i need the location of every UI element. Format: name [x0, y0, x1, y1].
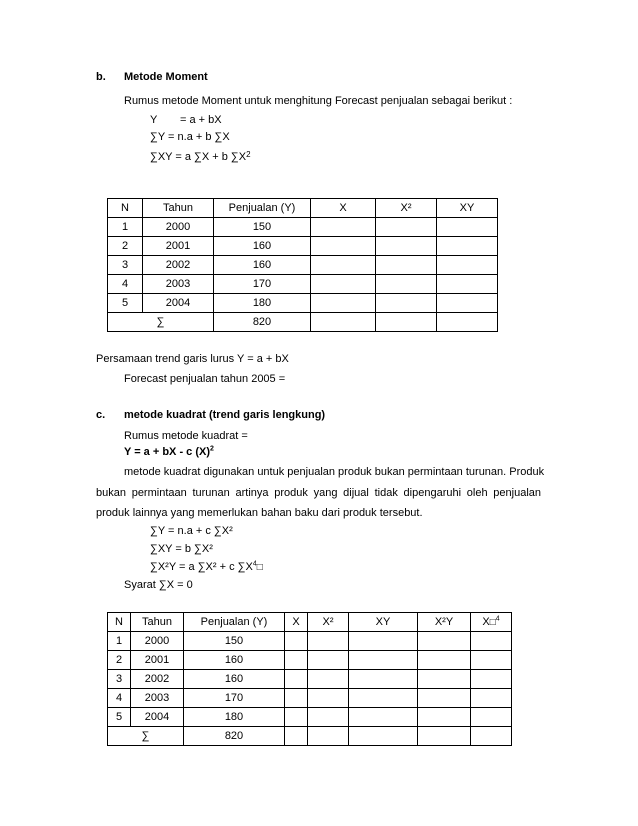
table-cell: 2002	[131, 670, 184, 689]
table-cell	[471, 689, 512, 708]
table-row	[108, 218, 498, 237]
section-b-letter: b.	[96, 71, 106, 83]
table-cell	[418, 727, 471, 746]
section-c-title: metode kuadrat (trend garis lengkung)	[124, 409, 326, 421]
table-cell: 5	[108, 708, 131, 727]
table-row	[108, 651, 512, 670]
trend-equation: Persamaan trend garis lurus Y = a + bX	[96, 353, 289, 365]
table-row	[108, 237, 498, 256]
table-cell	[308, 670, 349, 689]
table-cell	[418, 632, 471, 651]
box-glyph-icon: □	[489, 617, 496, 628]
table-cell	[311, 275, 376, 294]
table-cell	[471, 670, 512, 689]
table-row	[108, 632, 512, 651]
table-cell: 3	[108, 670, 131, 689]
table-cell	[285, 708, 308, 727]
table-row	[108, 708, 512, 727]
table-cell	[349, 651, 418, 670]
kuadrat-table-sum-row	[108, 727, 512, 746]
syarat-line: Syarat ∑X = 0	[124, 579, 193, 591]
table-cell	[308, 727, 349, 746]
table-cell	[311, 256, 376, 275]
kuadrat-header-n: N	[108, 613, 131, 632]
table-cell	[376, 294, 437, 313]
table-cell	[471, 632, 512, 651]
paragraph-line-1: metode kuadrat digunakan untuk penjualan produk bukan permintaan turunan. Produk	[124, 466, 545, 478]
section-b-eq1-left: Y	[150, 114, 158, 126]
box-glyph-icon: □	[256, 562, 263, 573]
table-cell: 1	[108, 632, 131, 651]
table-cell	[311, 237, 376, 256]
section-c-eq1: ∑Y = n.a + c ∑X²	[150, 525, 233, 537]
table-cell: 170	[214, 275, 311, 294]
table-cell	[285, 727, 308, 746]
table-cell: 160	[214, 256, 311, 275]
table-cell: 160	[214, 237, 311, 256]
table-cell	[376, 275, 437, 294]
table-cell	[376, 218, 437, 237]
section-b-eq1-right: = a + bX	[180, 114, 222, 126]
table-cell	[471, 727, 512, 746]
section-b-intro: Rumus metode Moment untuk menghitung Forecast penjualan sebagai berikut :	[124, 95, 513, 107]
kuadrat-header-x4	[471, 613, 512, 632]
table-cell	[349, 727, 418, 746]
kuadrat-table-header-row	[108, 613, 512, 632]
table-cell	[437, 218, 498, 237]
table-cell	[311, 294, 376, 313]
table-cell	[308, 651, 349, 670]
table-cell	[418, 670, 471, 689]
table-row	[108, 294, 498, 313]
kuadrat-header-x2y: X²Y	[418, 613, 471, 632]
moment-table-sum-row	[108, 313, 498, 332]
table-cell	[471, 708, 512, 727]
table-cell: 2	[108, 651, 131, 670]
table-cell	[376, 313, 437, 332]
section-c-formula-text: Y = a + bX - c (X)	[124, 446, 210, 458]
section-c-formula-sup: 2	[210, 445, 214, 453]
section-c-intro: Rumus metode kuadrat =	[124, 430, 248, 442]
table-cell	[418, 651, 471, 670]
table-cell	[349, 670, 418, 689]
table-cell: 5	[108, 294, 143, 313]
moment-table	[107, 198, 498, 332]
table-cell: 3	[108, 256, 143, 275]
kuadrat-header-xy: XY	[349, 613, 418, 632]
table-cell: 150	[184, 632, 285, 651]
section-c-eq3-sup: 4	[252, 560, 257, 568]
table-cell	[437, 256, 498, 275]
section-c-eq2: ∑XY = b ∑X²	[150, 543, 213, 555]
section-b-eq3-text: ∑XY = a ∑X + b ∑X	[150, 151, 247, 163]
sum-symbol: ∑	[108, 727, 184, 746]
table-cell	[437, 275, 498, 294]
paragraph-line-2: bukan permintaan turunan artinya produk yang dijual tidak dipengaruhi oleh penjualan	[96, 487, 541, 499]
table-cell	[418, 708, 471, 727]
section-b-eq3	[150, 148, 251, 164]
table-cell: 4	[108, 689, 131, 708]
moment-header-tahun: Tahun	[143, 199, 214, 218]
table-cell: 2003	[143, 275, 214, 294]
section-c-letter: c.	[96, 409, 106, 421]
table-cell	[376, 237, 437, 256]
kuadrat-header-penjualan: Penjualan (Y)	[184, 613, 285, 632]
table-cell	[285, 651, 308, 670]
section-c-formula	[124, 445, 214, 459]
table-cell: 4	[108, 275, 143, 294]
table-cell	[308, 632, 349, 651]
table-cell: 2001	[131, 651, 184, 670]
table-cell: 1	[108, 218, 143, 237]
table-cell	[437, 294, 498, 313]
table-cell: 2004	[143, 294, 214, 313]
forecast-line: Forecast penjualan tahun 2005 =	[124, 373, 286, 385]
table-cell	[285, 632, 308, 651]
moment-header-xy: XY	[437, 199, 498, 218]
section-c-eq3-text: ∑X²Y = a ∑X² + c ∑X	[150, 561, 253, 573]
kuadrat-header-x2: X²	[308, 613, 349, 632]
sum-value: 820	[184, 727, 285, 746]
table-row	[108, 689, 512, 708]
table-cell	[308, 689, 349, 708]
table-row	[108, 670, 512, 689]
table-cell: 180	[214, 294, 311, 313]
table-cell: 160	[184, 651, 285, 670]
table-cell	[349, 689, 418, 708]
table-cell: 2002	[143, 256, 214, 275]
table-cell	[471, 651, 512, 670]
table-cell: 2	[108, 237, 143, 256]
table-cell: 2000	[143, 218, 214, 237]
table-cell	[311, 313, 376, 332]
section-b-eq3-sup: 2	[246, 150, 251, 159]
table-cell	[418, 689, 471, 708]
kuadrat-table	[107, 612, 512, 746]
section-b-eq2: ∑Y = n.a + b ∑X	[150, 131, 230, 143]
table-cell: 2000	[131, 632, 184, 651]
table-cell	[349, 708, 418, 727]
table-cell	[376, 256, 437, 275]
sum-symbol: ∑	[108, 313, 214, 332]
table-cell: 170	[184, 689, 285, 708]
moment-header-penjualan: Penjualan (Y)	[214, 199, 311, 218]
kuadrat-header-x4-sup: 4	[495, 615, 500, 623]
moment-header-x2: X²	[376, 199, 437, 218]
table-cell	[311, 218, 376, 237]
table-cell: 2001	[143, 237, 214, 256]
moment-header-x: X	[311, 199, 376, 218]
table-cell: 150	[214, 218, 311, 237]
section-b-title: Metode Moment	[124, 71, 208, 83]
paragraph-line-3: produk lainnya yang memerlukan bahan baku dari produk tersebut.	[96, 507, 423, 519]
table-cell	[308, 708, 349, 727]
kuadrat-header-x4-text: X	[482, 616, 490, 628]
moment-table-header-row	[108, 199, 498, 218]
table-cell	[437, 237, 498, 256]
table-row	[108, 275, 498, 294]
kuadrat-header-tahun: Tahun	[131, 613, 184, 632]
table-cell: 2004	[131, 708, 184, 727]
table-cell	[285, 689, 308, 708]
table-cell	[349, 632, 418, 651]
section-c-eq3	[150, 560, 263, 575]
kuadrat-header-x: X	[285, 613, 308, 632]
table-cell: 160	[184, 670, 285, 689]
table-cell: 180	[184, 708, 285, 727]
moment-header-n: N	[108, 199, 143, 218]
table-cell	[437, 313, 498, 332]
table-cell	[285, 670, 308, 689]
sum-value: 820	[214, 313, 311, 332]
table-cell: 2003	[131, 689, 184, 708]
table-row	[108, 256, 498, 275]
